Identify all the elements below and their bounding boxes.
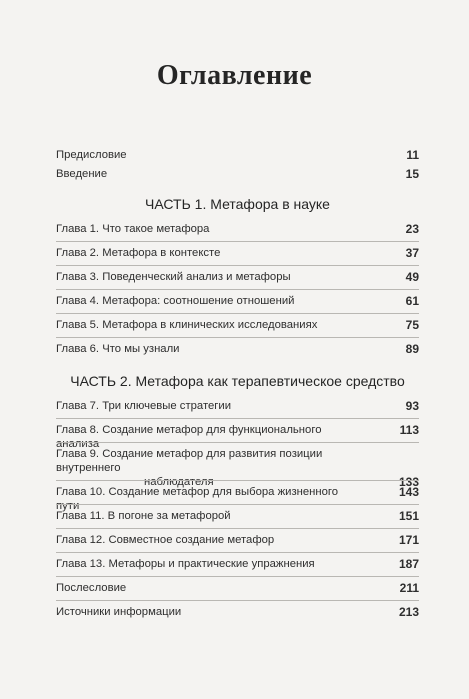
divider <box>56 576 419 577</box>
toc-entry: Источники информации 213 <box>56 605 419 619</box>
part-heading: ЧАСТЬ 2. Метафора как терапевтическое средство <box>70 373 405 389</box>
toc-entry: Глава 10. Создание метафор для выбора жизненного пути 143 <box>56 485 419 512</box>
divider <box>56 289 419 290</box>
divider <box>56 480 419 481</box>
divider <box>56 552 419 553</box>
toc-entry: Глава 5. Метафора в клинических исследованиях 75 <box>56 318 419 332</box>
toc-entry: Введение 15 <box>56 167 419 181</box>
toc-entry: Глава 2. Метафора в контексте 37 <box>56 246 419 260</box>
toc-entry: Глава 4. Метафора: соотношение отношений 61 <box>56 294 419 308</box>
divider <box>56 337 419 338</box>
divider <box>56 265 419 266</box>
divider <box>56 600 419 601</box>
toc-entry: Глава 8. Создание метафор для функционального анализа 113 <box>56 423 419 450</box>
toc-entry: Глава 7. Три ключевые стратегии 93 <box>56 399 419 413</box>
toc-entry: Глава 13. Метафоры и практические упражнения 187 <box>56 557 419 571</box>
page-title: Оглавление <box>156 60 313 91</box>
toc-entry: Предисловие 11 <box>56 148 419 162</box>
toc-entry: Глава 3. Поведенческий анализ и метафоры 49 <box>56 270 419 284</box>
toc-entry: Глава 1. Что такое метафора 23 <box>56 222 419 236</box>
divider <box>56 313 419 314</box>
divider <box>56 504 419 505</box>
divider <box>56 418 419 419</box>
toc-entry: Глава 11. В погоне за метафорой 151 <box>56 509 419 523</box>
toc-entry: Глава 6. Что мы узнали 89 <box>56 342 419 356</box>
toc-entry: Послесловие 211 <box>56 581 419 595</box>
toc-entry: Глава 9. Создание метафор для развития позиции внутреннего наблюдателя 133 <box>56 448 419 489</box>
part-heading: ЧАСТЬ 1. Метафора в науке <box>145 196 330 212</box>
toc-entry: Глава 12. Совместное создание метафор 171 <box>56 533 419 547</box>
divider <box>56 442 419 443</box>
divider <box>56 241 419 242</box>
divider <box>56 528 419 529</box>
